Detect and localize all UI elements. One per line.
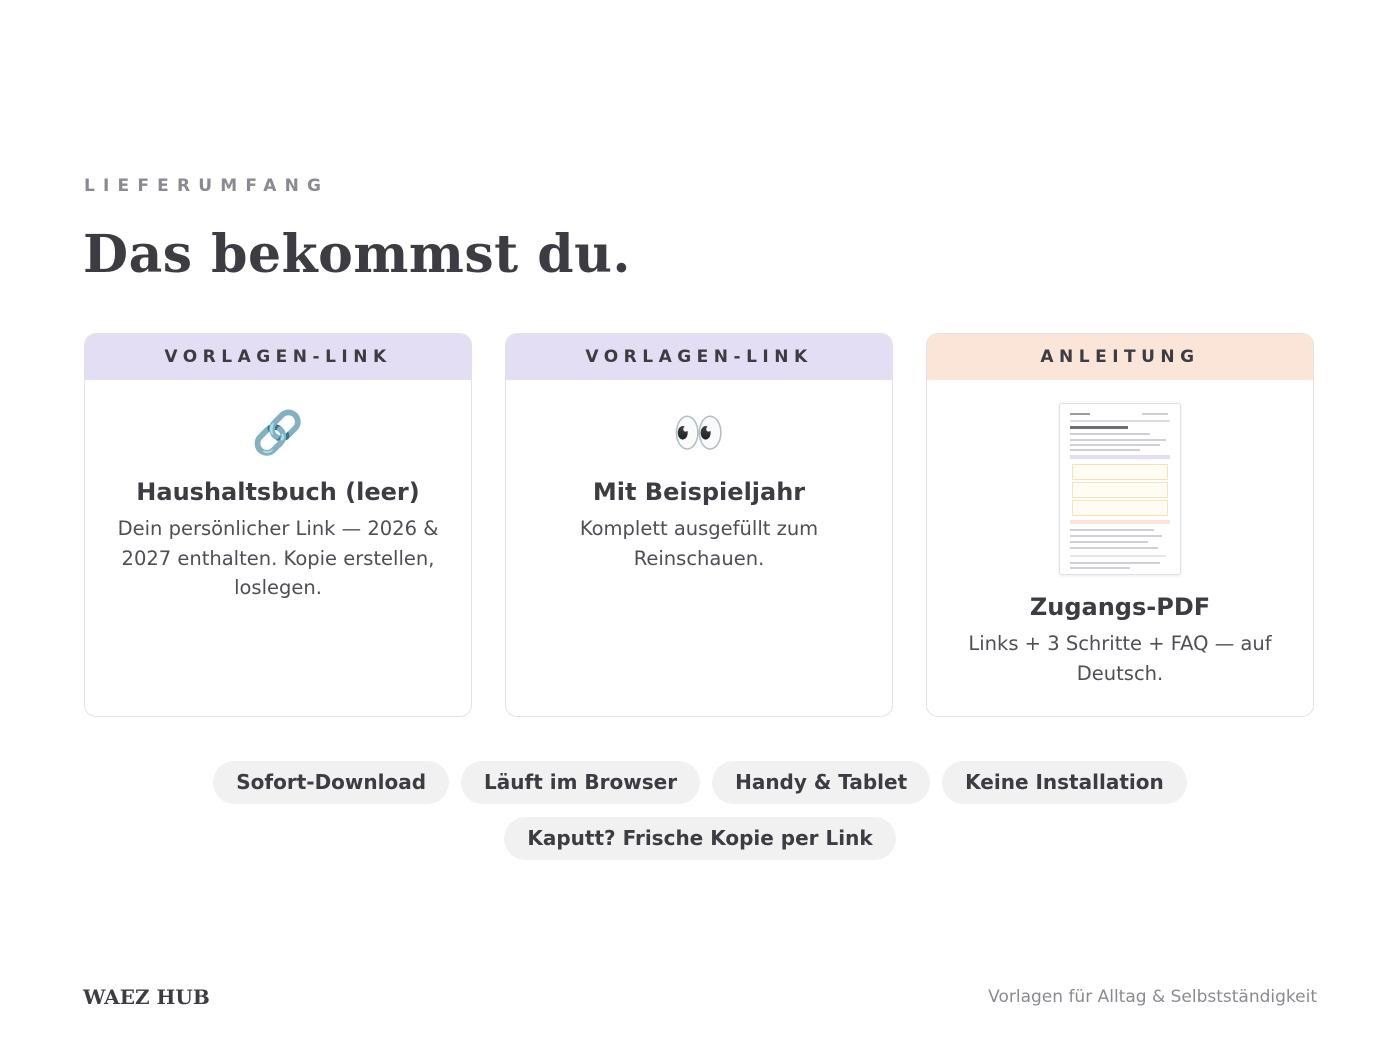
feature-badge: Kaputt? Frische Kopie per Link — [504, 817, 895, 860]
feature-badge: Keine Installation — [942, 761, 1187, 804]
card-title: Mit Beispieljahr — [592, 478, 806, 506]
card-title: Haushaltsbuch (leer) — [136, 478, 420, 506]
brand-tagline: Vorlagen für Alltag & Selbstständigkeit — [988, 987, 1317, 1007]
card-description: Komplett ausgefüllt zum Reinschauen. — [579, 517, 819, 570]
link-icon: 🔗 — [251, 408, 305, 457]
card-title: Zugangs-PDF — [1029, 593, 1211, 621]
card-access-pdf — [926, 333, 1314, 717]
card-example-template — [505, 333, 893, 717]
feature-badge: Läuft im Browser — [461, 761, 700, 804]
feature-badge: Handy & Tablet — [712, 761, 930, 804]
card-description: Dein persönlicher Link — 2026 & 2027 enthalten. Kopie erstellen, loslegen. — [117, 517, 439, 599]
brand-logo: WAEZ HUB — [83, 985, 210, 1009]
feature-badges-row-2 — [0, 817, 1400, 860]
pdf-thumbnail-image — [1059, 403, 1181, 575]
page-title: Das bekommst du. — [83, 224, 632, 285]
section-eyebrow: LIEFERUMFANG — [84, 176, 330, 196]
card-blank-template — [84, 333, 472, 717]
feature-badges-row-1 — [0, 761, 1400, 804]
feature-badge: Sofort-Download — [213, 761, 449, 804]
eyes-icon: 👀 — [672, 408, 726, 457]
card-label: ANLEITUNG — [927, 334, 1313, 380]
card-label: VORLAGEN-LINK — [506, 334, 892, 380]
card-description: Links + 3 Schritte + FAQ — auf Deutsch. — [968, 632, 1272, 685]
card-label: VORLAGEN-LINK — [85, 334, 471, 380]
